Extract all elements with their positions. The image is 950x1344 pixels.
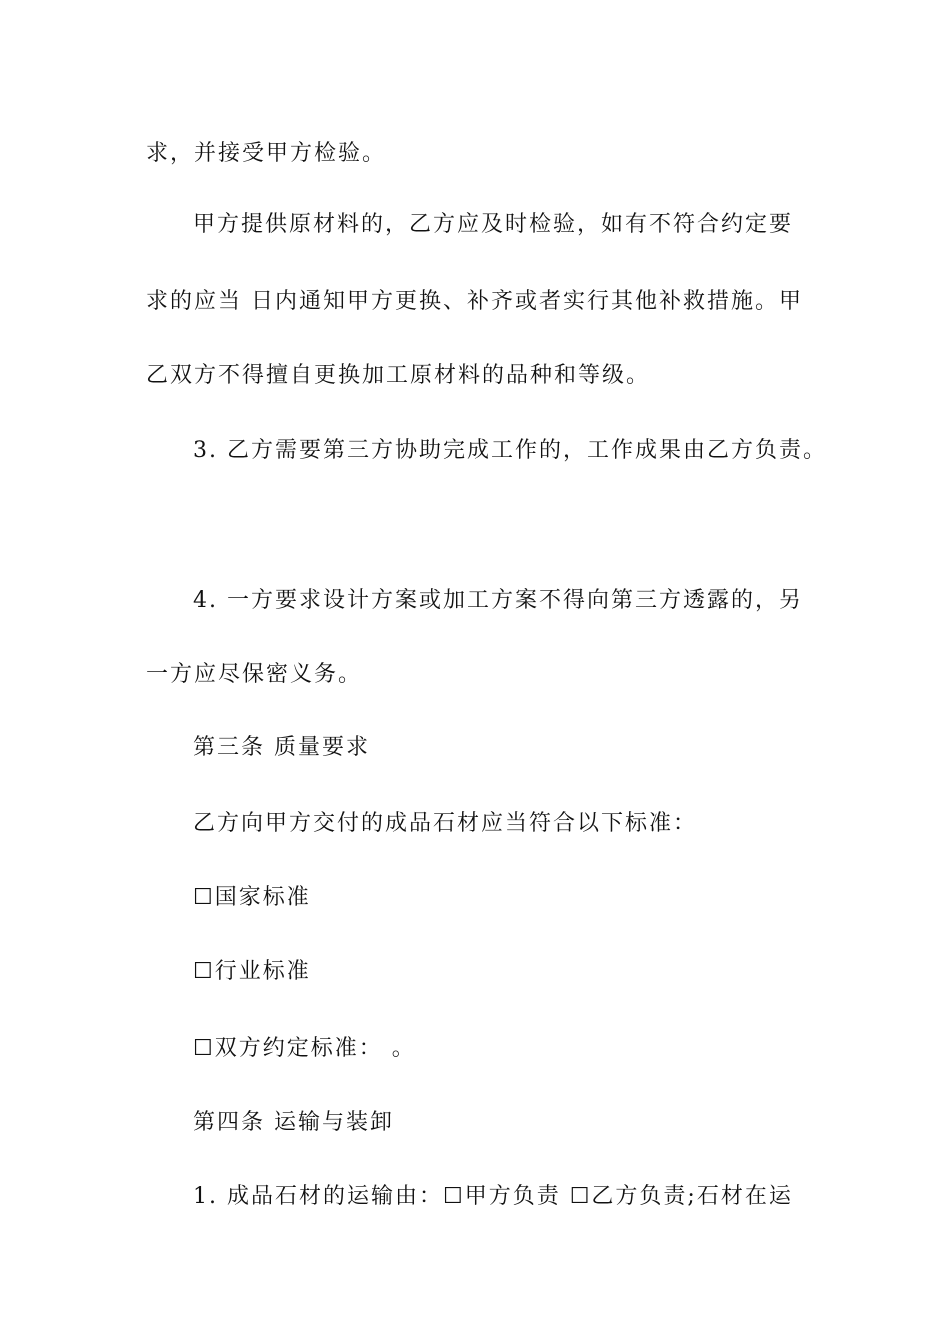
paragraph-line: 1. 成品石材的运输由：☐甲方负责 ☐乙方负责;石材在运 — [193, 1184, 793, 1209]
section-heading: 第三条 质量要求 — [193, 735, 370, 760]
paragraph-line: 4. 一方要求设计方案或加工方案不得向第三方透露的，另 — [193, 588, 803, 613]
paragraph-line: 甲方提供原材料的，乙方应及时检验，如有不符合约定要 — [193, 212, 794, 237]
checkbox-option: ☐双方约定标准： 。 — [193, 1036, 416, 1061]
checkbox-option: ☐国家标准 — [193, 885, 311, 910]
paragraph-line: 求的应当 日内通知甲方更换、补齐或者实行其他补救措施。甲 — [146, 289, 803, 314]
paragraph-line: 乙双方不得擅自更换加工原材料的品种和等级。 — [146, 363, 651, 388]
section-heading: 第四条 运输与装卸 — [193, 1110, 394, 1135]
paragraph-line: 一方应尽保密义务。 — [146, 662, 363, 687]
paragraph-line: 3. 乙方需要第三方协助完成工作的，工作成果由乙方负责。 — [193, 438, 827, 463]
checkbox-option: ☐行业标准 — [193, 959, 311, 984]
paragraph-line: 求，并接受甲方检验。 — [146, 141, 387, 166]
paragraph-line: 乙方向甲方交付的成品石材应当符合以下标准： — [193, 811, 698, 836]
